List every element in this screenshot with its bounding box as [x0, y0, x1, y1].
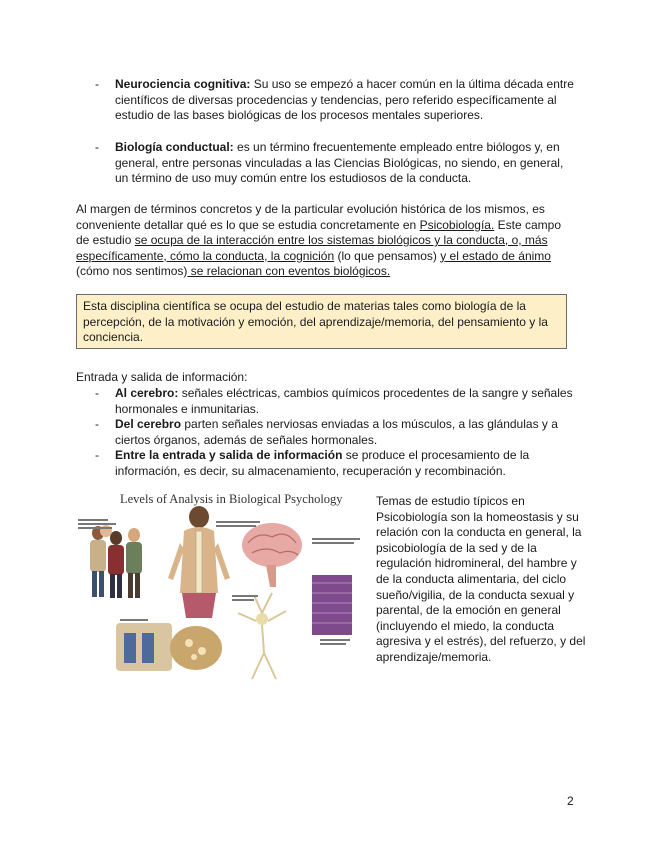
paragraph-text: Al margen de términos concretos y de la particular evolución histórica de los mismos, es conveniente detallar qué es lo que se estudia concretamente en: [76, 202, 545, 232]
bullet-term: Neurociencia cognitiva:: [115, 77, 251, 91]
paragraph-text: Este campo de estudio: [76, 217, 561, 247]
bullet-neurociencia: [115, 77, 575, 124]
io-bullet-del-cerebro: [115, 417, 575, 448]
bullet-dash: -: [95, 77, 99, 91]
tissue-block: [312, 575, 352, 635]
paragraph-underline: se ocupa de la interacción entre los sistemas biológicos y la conducta, o, más específicamente, cómo la conducta, la cognición: [76, 233, 548, 263]
paragraph-text: (lo que pensamos): [334, 248, 441, 263]
side-text: Temas de estudio típicos en Psicobiología son la homeostasis y su relación con la conducta en general, la psicobiología de la sed y de la regulación hidromineral, del hambre y de la conducta alimentaria, del ciclo sueño/vigilia, de la conducta sexual y parental, de la emoción en general (incluyendo el miedo, la conducta agresiva y el estrés), del refuerzo, y del aprendizaje/memoria.: [376, 494, 586, 664]
io-heading: Entrada y salida de información:: [76, 370, 248, 384]
io-bullet-procesamiento: [115, 448, 575, 479]
synapse-illustration: [116, 623, 222, 671]
bullet-text: Su uso se empezó a hacer común en la última década entre científicos de diversas procedencias y tendencias, pero referido específicamente al estudio de las bases biológicas de los procesos mentales superiores.: [115, 77, 574, 122]
bullet-dash: -: [95, 140, 99, 154]
io-bullet-al-cerebro: [115, 386, 575, 417]
bullet-text: es un término frecuentemente empleado entre biólogos y, en general, entre personas vinculadas a las Ciencias Biológicas, no siendo, en general, un término de uso muy común entre los estudiosos de la conducta.: [115, 140, 564, 185]
figure-illustration: [76, 483, 373, 690]
bullet-term: Biología conductual:: [115, 140, 234, 154]
bullet-term: Del cerebro: [115, 417, 182, 431]
paragraph-underline: y el estado de ánimo: [440, 248, 551, 263]
bullet-term: Al cerebro:: [115, 386, 179, 400]
bullet-text: se produce el procesamiento de la información, es decir, su almacenamiento, recuperación y recombinación.: [115, 448, 530, 478]
bullet-term: Entre la entrada y salida de información: [115, 448, 343, 462]
bullet-dash: -: [95, 448, 99, 462]
bullet-text: señales eléctricas, cambios químicos procedentes de la sangre y señales hormonales e inmunitarias.: [115, 386, 573, 416]
paragraph-underline: se relacionan con eventos biológicos.: [187, 264, 391, 278]
page-number: 2: [567, 794, 574, 808]
levels-of-analysis-figure: [76, 483, 373, 690]
figure-title: Levels of Analysis in Biological Psychology: [120, 492, 343, 506]
paragraph-underline: Psicobiología.: [419, 217, 495, 232]
highlight-text: Esta disciplina científica se ocupa del estudio de materias tales como biología de la percepción, de la motivación y emoción, del aprendizaje/memoria, del pensamiento y la conciencia.: [83, 299, 548, 344]
paragraph-text: (cómo nos sentimos): [76, 264, 188, 278]
bullet-dash: -: [95, 386, 99, 400]
bullet-dash: -: [95, 417, 99, 431]
highlight-box: [76, 294, 567, 349]
bullet-text: parten señales nerviosas enviadas a los músculos, a las glándulas y a ciertos órganos, además de señales hormonales.: [115, 417, 558, 447]
intro-paragraph: [76, 202, 576, 280]
bullet-biologia: [115, 140, 575, 187]
